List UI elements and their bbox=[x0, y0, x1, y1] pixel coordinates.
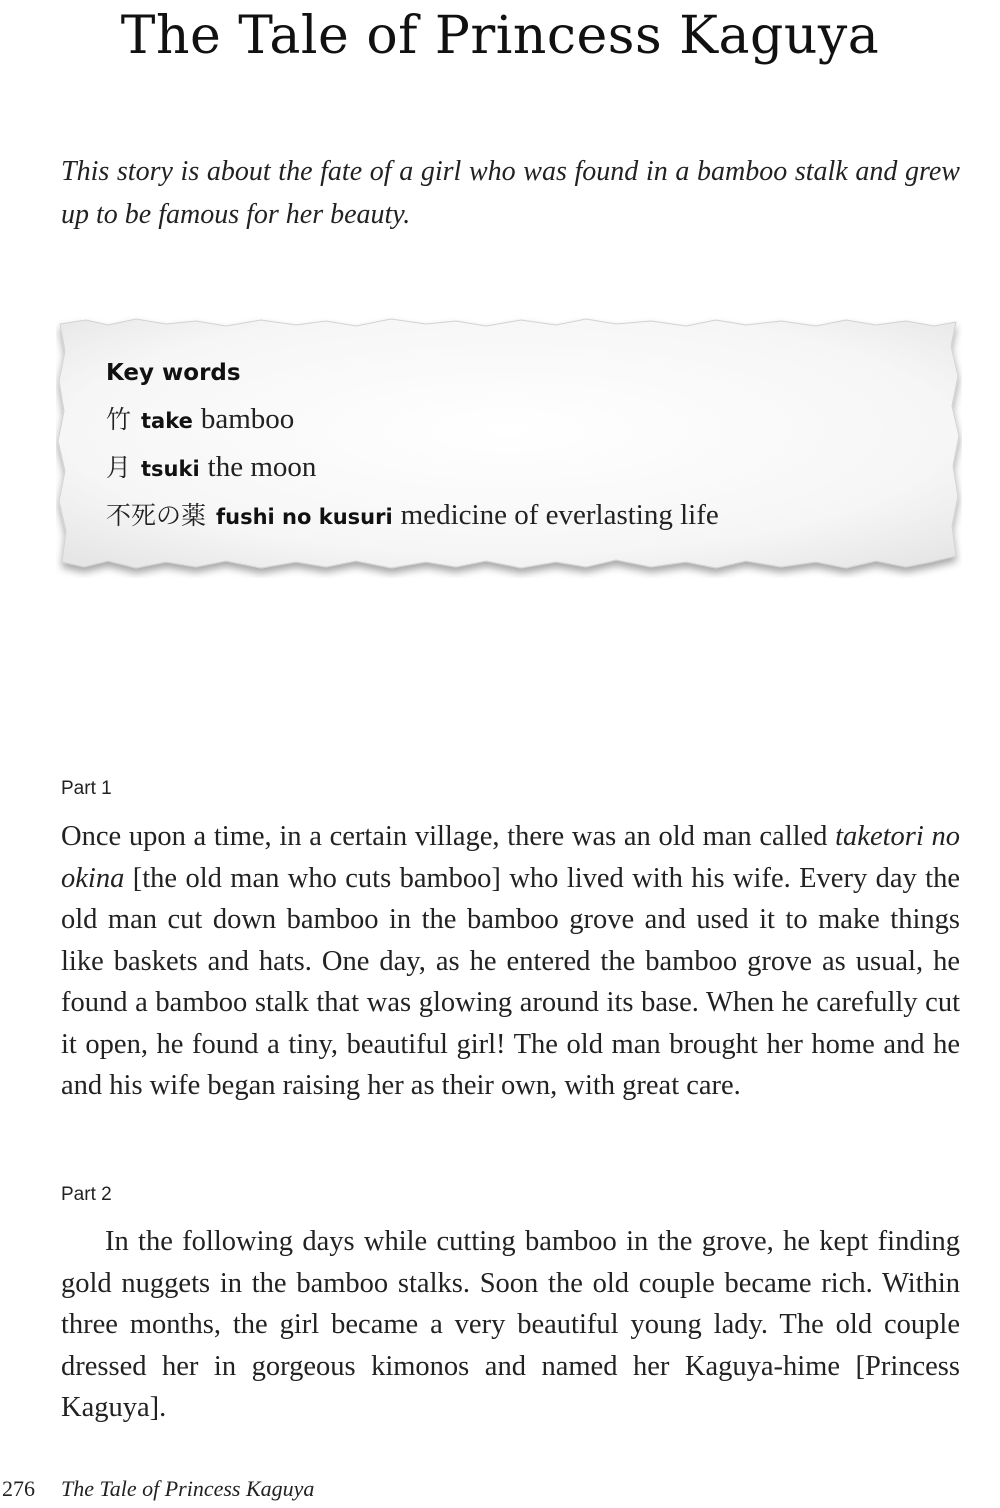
key-word-romaji: tsuki bbox=[141, 457, 200, 481]
part-1-text-rest: [the old man who cuts bamboo] who lived with his wife. Every day the old man cut down bamboo in the bamboo grove and used it to make things like baskets and hats. One day, as he entered the bamboo grove as usual, he found a bamboo stalk that was glowing around its base. When he carefully cut it open, he found a tiny, beautiful girl! The old man brought her home and he and his wife began raising her as their own, with great care. bbox=[61, 862, 960, 1101]
key-word-romaji: take bbox=[141, 409, 193, 433]
part-2-paragraph: In the following days while cutting bamboo in the grove, he kept finding gold nuggets in the bamboo stalks. Soon the old couple became rich. Within three months, the girl became a very beautiful young lady. The old couple dressed her in gorgeous kimonos and named her Kaguya-hime [Princess Kaguya]. bbox=[61, 1226, 960, 1423]
key-word-item bbox=[106, 396, 719, 444]
key-words-heading: Key words bbox=[106, 360, 241, 386]
key-word-meaning: the moon bbox=[207, 451, 317, 483]
part-2-label: Part 2 bbox=[61, 1184, 112, 1205]
key-word-kanji: 竹 bbox=[106, 405, 132, 434]
key-words-box bbox=[56, 316, 962, 578]
part-1-label: Part 1 bbox=[61, 778, 112, 799]
page-title: The Tale of Princess Kaguya bbox=[120, 6, 880, 66]
key-word-kanji: 不死の薬 bbox=[106, 501, 207, 530]
key-word-romaji: fushi no kusuri bbox=[216, 505, 393, 529]
key-word-meaning: bamboo bbox=[200, 403, 295, 435]
key-word-kanji: 月 bbox=[106, 453, 132, 482]
page-number: 276 bbox=[2, 1476, 35, 1501]
running-title: The Tale of Princess Kaguya bbox=[61, 1476, 315, 1501]
key-word-item bbox=[106, 444, 719, 492]
key-word-meaning: medicine of everlasting life bbox=[400, 499, 719, 531]
intro-text: This story is about the fate of a girl who was found in a bamboo stalk and grew up to be famous for her beauty. bbox=[61, 156, 960, 230]
part-1-paragraph bbox=[61, 816, 960, 1107]
key-word-item bbox=[106, 492, 719, 540]
part-1-text-start: Once upon a time, in a certain village, there was an old man called bbox=[61, 821, 836, 852]
part-1-italic-term: taketori no okina bbox=[61, 821, 960, 894]
